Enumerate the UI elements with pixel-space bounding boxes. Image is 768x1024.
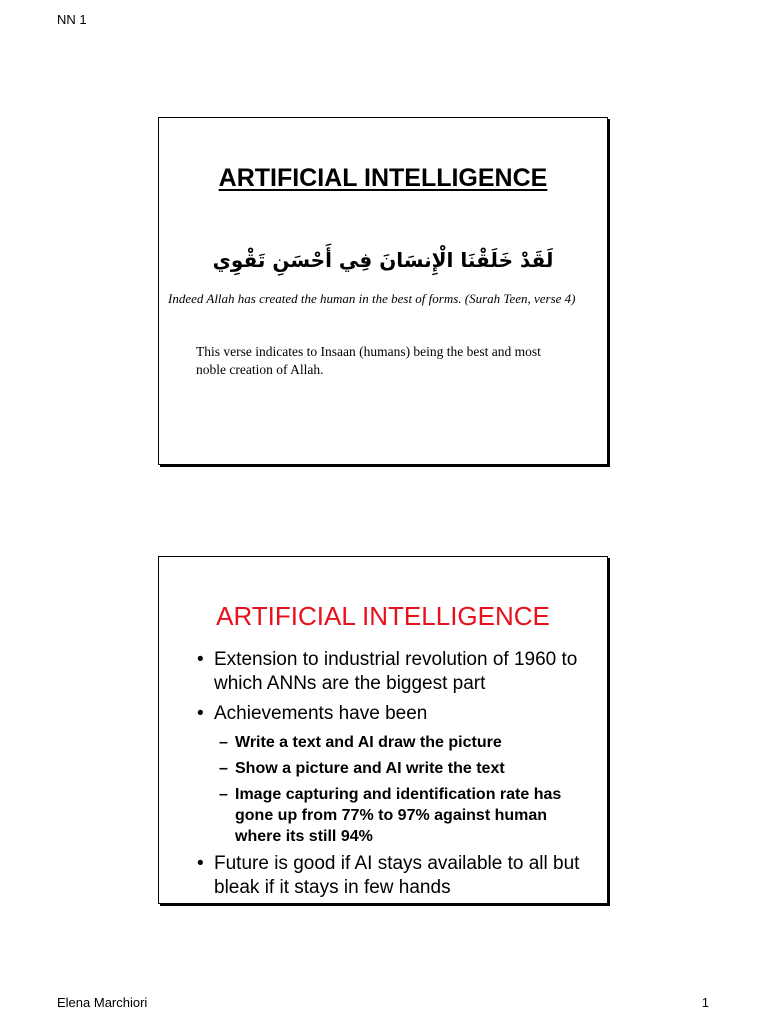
bullet-icon: •	[197, 853, 204, 874]
slide-1	[158, 117, 608, 465]
bullet-text: Extension to industrial revolution of 1960 to which ANNs are the biggest part	[214, 649, 578, 694]
sub-bullet-text: Write a text and AI draw the picture	[235, 734, 502, 751]
footer-author: Elena Marchiori	[57, 995, 148, 1010]
arabic-verse: لَقَدْ خَلَقْنَا الْإِنسَانَ فِي أَحْسَنِ تَقْوِي	[212, 248, 554, 272]
list-item	[197, 702, 592, 726]
footer-page-number: 1	[701, 995, 709, 1010]
slide-2-title: ARTIFICIAL INTELLIGENCE	[216, 601, 550, 631]
dash-icon: –	[219, 760, 228, 777]
sub-bullet-text: Show a picture and AI write the text	[235, 760, 505, 777]
slide-2	[158, 556, 608, 904]
list-item	[197, 648, 592, 696]
slide-1-title: ARTIFICIAL INTELLIGENCE	[218, 164, 548, 192]
bullet-text: Future is good if AI stays available to all but bleak if it stays in few hands	[214, 853, 580, 898]
verse-note: This verse indicates to Insaan (humans) being the best and most noble creation of Allah.	[196, 344, 541, 377]
verse-translation: Indeed Allah has created the human in the best of forms. (Surah Teen, verse 4)	[168, 291, 576, 306]
bullet-text: Achievements have been	[214, 703, 428, 724]
sub-bullet-text: Image capturing and identification rate has gone up from 77% to 97% against human where its still 94%	[235, 786, 562, 845]
sub-list-item	[219, 784, 592, 847]
list-item	[197, 852, 592, 900]
dash-icon: –	[219, 786, 228, 803]
sub-list-item	[219, 758, 592, 779]
bullet-icon: •	[197, 703, 204, 724]
page-header-label: NN 1	[57, 12, 87, 27]
dash-icon: –	[219, 734, 228, 751]
sub-list-item	[219, 732, 592, 753]
slide-2-bullet-list	[197, 648, 592, 906]
bullet-icon: •	[197, 649, 204, 670]
